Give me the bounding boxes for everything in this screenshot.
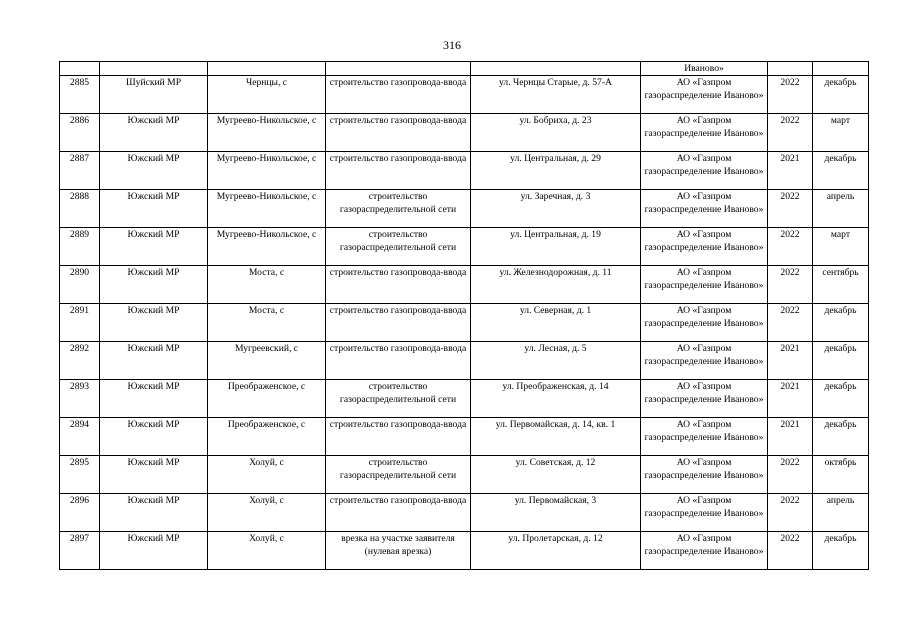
cell-address: ул. Железнодорожная, д. 11 (471, 266, 641, 304)
table-row (60, 532, 869, 570)
cell-settlement: Мугреево-Никольское, с (208, 114, 326, 152)
cell-year: 2022 (768, 532, 813, 570)
cell-org: АО «Газпром газораспределение Иваново» (641, 380, 768, 418)
cell-year: 2022 (768, 266, 813, 304)
cell-address: ул. Центральная, д. 19 (471, 228, 641, 266)
cell-address: ул. Преображенская, д. 14 (471, 380, 641, 418)
cell-month: декабрь (813, 152, 869, 190)
table-row (60, 190, 869, 228)
cell-year: 2022 (768, 190, 813, 228)
cell-org: АО «Газпром газораспределение Иваново» (641, 304, 768, 342)
cell-district: Южский МР (100, 380, 208, 418)
cell-org: АО «Газпром газораспределение Иваново» (641, 342, 768, 380)
cell-work: строительство газопровода-ввода (326, 114, 471, 152)
cell-month: апрель (813, 494, 869, 532)
cell-num: 2892 (60, 342, 100, 380)
cell-work: строительство газопровода-ввода (326, 152, 471, 190)
cell-district: Южский МР (100, 152, 208, 190)
cell-work: строительство газопровода-ввода (326, 342, 471, 380)
cell-num: 2895 (60, 456, 100, 494)
cell-month: март (813, 114, 869, 152)
cell-work: строительство газопровода-ввода (326, 418, 471, 456)
cell-settlement: Моста, с (208, 266, 326, 304)
cell-month: март (813, 228, 869, 266)
cell-month: апрель (813, 190, 869, 228)
cell-num: 2887 (60, 152, 100, 190)
cell-settlement: Моста, с (208, 304, 326, 342)
cell-org: АО «Газпром газораспределение Иваново» (641, 418, 768, 456)
cell-num: 2885 (60, 76, 100, 114)
cell-address: ул. Первомайская, д. 14, кв. 1 (471, 418, 641, 456)
cell-district: Южский МР (100, 114, 208, 152)
cell-num: 2891 (60, 304, 100, 342)
table-row (60, 76, 869, 114)
cell-address: ул. Советская, д. 12 (471, 456, 641, 494)
cell-address: ул. Центральная, д. 29 (471, 152, 641, 190)
cell-district: Шуйский МР (100, 76, 208, 114)
cell-work: строительство газопровода-ввода (326, 494, 471, 532)
cell-org: АО «Газпром газораспределение Иваново» (641, 266, 768, 304)
cell-settlement: Мугреево-Никольское, с (208, 228, 326, 266)
cell-district: Южский МР (100, 456, 208, 494)
cell-address: ул. Чернцы Старые, д. 57-А (471, 76, 641, 114)
cell-district: Южский МР (100, 418, 208, 456)
cell-district: Южский МР (100, 228, 208, 266)
cell-settlement: Мугреево-Никольское, с (208, 190, 326, 228)
cell-year: 2021 (768, 380, 813, 418)
cell-num: 2897 (60, 532, 100, 570)
cell-address: ул. Лесная, д. 5 (471, 342, 641, 380)
cell-address: ул. Первомайская, 3 (471, 494, 641, 532)
cell-year: 2022 (768, 228, 813, 266)
cell-work: строительство газопровода-ввода (326, 76, 471, 114)
cell-org: Иваново» (641, 62, 768, 76)
cell-work: строительство газораспределительной сети (326, 228, 471, 266)
cell-district: Южский МР (100, 304, 208, 342)
cell-num: 2894 (60, 418, 100, 456)
cell-num: 2890 (60, 266, 100, 304)
cell-settlement: Преображенское, с (208, 418, 326, 456)
cell-district: Южский МР (100, 494, 208, 532)
cell-address (471, 62, 641, 76)
cell-district: Южский МР (100, 190, 208, 228)
cell-org: АО «Газпром газораспределение Иваново» (641, 532, 768, 570)
cell-settlement: Холуй, с (208, 456, 326, 494)
table-row-continuation (60, 62, 869, 76)
cell-org: АО «Газпром газораспределение Иваново» (641, 494, 768, 532)
cell-num: 2896 (60, 494, 100, 532)
table-row (60, 494, 869, 532)
cell-year (768, 62, 813, 76)
cell-district: Южский МР (100, 266, 208, 304)
cell-month: декабрь (813, 418, 869, 456)
cell-num: 2886 (60, 114, 100, 152)
cell-month: декабрь (813, 76, 869, 114)
cell-org: АО «Газпром газораспределение Иваново» (641, 114, 768, 152)
cell-month: декабрь (813, 304, 869, 342)
table-row (60, 304, 869, 342)
cell-num: 2893 (60, 380, 100, 418)
cell-settlement: Холуй, с (208, 532, 326, 570)
table-row (60, 380, 869, 418)
cell-year: 2021 (768, 342, 813, 380)
cell-work: строительство газопровода-ввода (326, 266, 471, 304)
cell-num: 2889 (60, 228, 100, 266)
table-row (60, 152, 869, 190)
table-row (60, 342, 869, 380)
table-row (60, 418, 869, 456)
table-row (60, 228, 869, 266)
cell-year: 2022 (768, 304, 813, 342)
cell-year: 2021 (768, 152, 813, 190)
gasification-table (59, 61, 869, 570)
cell-work: строительство газораспределительной сети (326, 456, 471, 494)
cell-org: АО «Газпром газораспределение Иваново» (641, 228, 768, 266)
cell-address: ул. Заречная, д. 3 (471, 190, 641, 228)
cell-settlement: Мугреево-Никольское, с (208, 152, 326, 190)
cell-org: АО «Газпром газораспределение Иваново» (641, 76, 768, 114)
cell-work: врезка на участке заявителя (нулевая врезка) (326, 532, 471, 570)
cell-year: 2022 (768, 456, 813, 494)
page-number: 316 (443, 38, 461, 52)
table-row (60, 114, 869, 152)
cell-month: декабрь (813, 532, 869, 570)
cell-month (813, 62, 869, 76)
cell-settlement: Преображенское, с (208, 380, 326, 418)
cell-district: Южский МР (100, 532, 208, 570)
table-row (60, 266, 869, 304)
cell-district: Южский МР (100, 342, 208, 380)
cell-year: 2022 (768, 114, 813, 152)
cell-settlement: Мугреевский, с (208, 342, 326, 380)
cell-settlement: Холуй, с (208, 494, 326, 532)
cell-month: декабрь (813, 380, 869, 418)
cell-org: АО «Газпром газораспределение Иваново» (641, 456, 768, 494)
cell-num (60, 62, 100, 76)
cell-work: строительство газораспределительной сети (326, 380, 471, 418)
cell-settlement: Чернцы, с (208, 76, 326, 114)
cell-address: ул. Бобриха, д. 23 (471, 114, 641, 152)
cell-district (100, 62, 208, 76)
table-row (60, 456, 869, 494)
cell-num: 2888 (60, 190, 100, 228)
cell-org: АО «Газпром газораспределение Иваново» (641, 152, 768, 190)
cell-address: ул. Пролетарская, д. 12 (471, 532, 641, 570)
cell-year: 2022 (768, 494, 813, 532)
cell-org: АО «Газпром газораспределение Иваново» (641, 190, 768, 228)
cell-settlement (208, 62, 326, 76)
cell-work (326, 62, 471, 76)
cell-month: сентябрь (813, 266, 869, 304)
cell-work: строительство газопровода-ввода (326, 304, 471, 342)
cell-address: ул. Северная, д. 1 (471, 304, 641, 342)
cell-year: 2021 (768, 418, 813, 456)
cell-work: строительство газораспределительной сети (326, 190, 471, 228)
cell-month: октябрь (813, 456, 869, 494)
cell-month: декабрь (813, 342, 869, 380)
cell-year: 2022 (768, 76, 813, 114)
